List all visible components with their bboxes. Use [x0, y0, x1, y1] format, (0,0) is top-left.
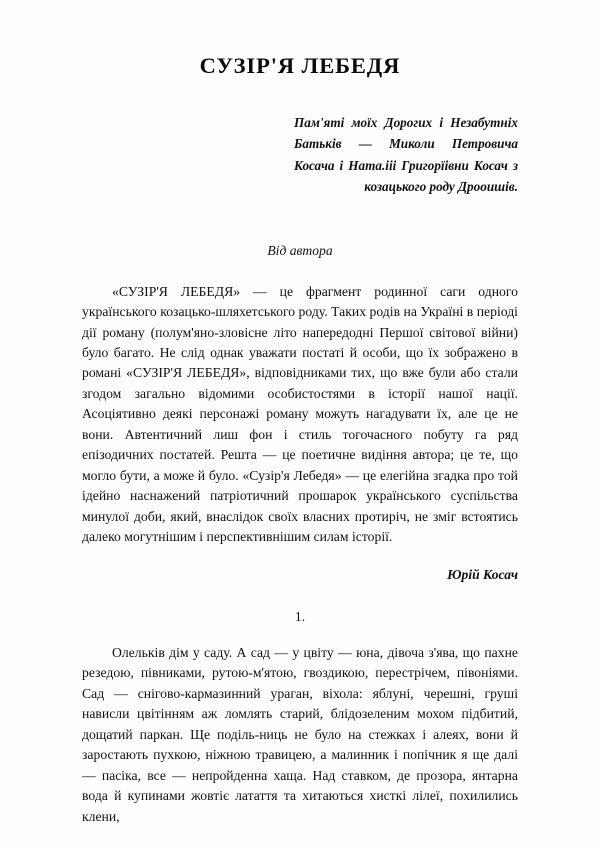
page-title: СУЗІР'Я ЛЕБЕДЯ: [199, 53, 401, 78]
section-number: 1.: [294, 608, 306, 624]
from-author-heading: Від автора: [267, 242, 333, 258]
dedication-block: Пам'яті моїх Дорогих і Незабутніх Батьків — Миколи Петровича Косача і Ната.ііі Григорїівни Косач з козацького роду Дрооишів.: [294, 115, 518, 195]
author-signature: Юрій Косач: [447, 566, 518, 582]
story-paragraph: Олельків дім у саду. А сад — у цвіту — юна, дівоча з'ява, що пахне резедою, півниками, рутою-м'ятою, гвоздикою, перестрічем, півоніями. Сад — снігово-кармазинний ураган, віхола: яблуні, черешні, груші нависли цвітінням аж ломлять старий, блідозеленим мохом підбитий, дощатий паркан. Ще поділь-ниць не було на стежках і алеях, вони й заростають пухкою, ніжною травицею, а малинник і попічник я ще далі — пасіка, все — непройденна хаща. Над ставком, де прозора, янтарна вода й купинами жовтіє латаття та хитаються хисткі лілеї, похилились клени,: [82, 644, 518, 824]
page-content-column: [82, 0, 518, 827]
preface-paragraph: «СУЗІР'Я ЛЕБЕДЯ» — це фрагмент родинної саги одного українського козацько-шляхетського роду. Таких родів на Україні в періоді дії роману (полум'яно-зловісне літо напередодні Першої світової війни) було багато. Не слід однак уважати постаті й особи, що їх зображено в романі «СУЗІР'Я ЛЕБЕДЯ», відповідниками тих, що вже були або стали згодом загально відомими особистостями в історії нашої нації. Асоціятивно деякі персонажі роману можуть нагадувати їх, але це не вони. Автентичний лиш фон і стиль тогочасного побуту га ряд епізодичних постатей. Решта — це поетичне видіння автора; це те, що могло бути, а може й було. «Сузір'я Лебедя» — це елегійна згадка про той ідейно наснажений патріотичний прошарок українського суспільства минулої доби, який, внаслідок своїх власних протиріч, не зміг встоятись далеко могутнішим і перспективнішим силам історії.: [82, 283, 518, 545]
